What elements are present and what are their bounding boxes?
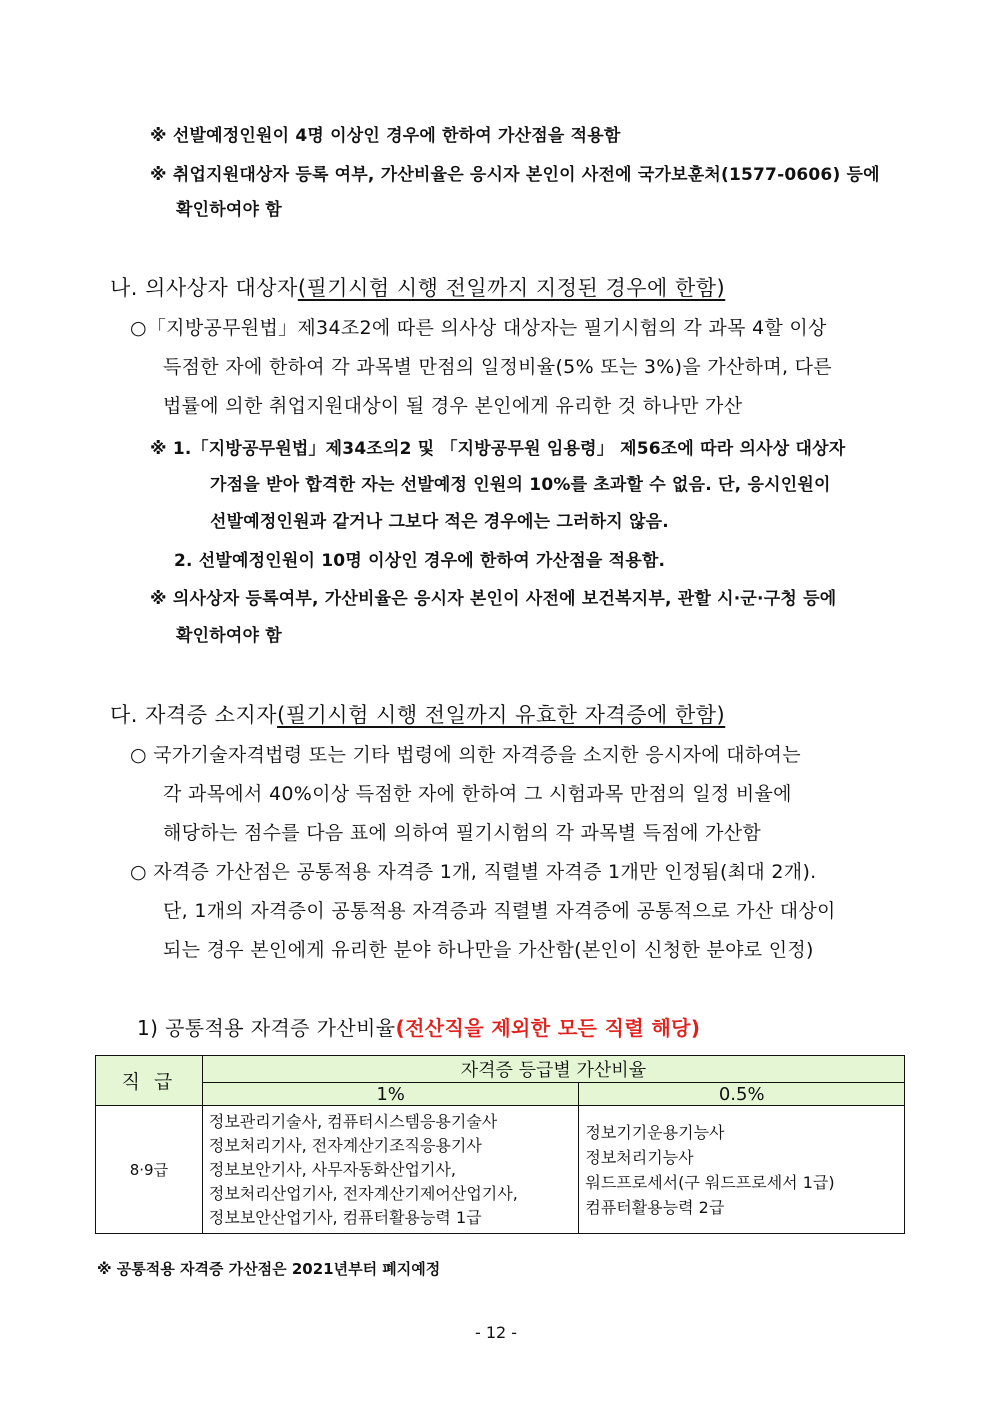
cert-item: 정보처리기능사: [585, 1147, 694, 1167]
bullet-line: ○ 국가기술자격법령 또는 기타 법령에 의한 자격증을 소지한 응시자에 대하여는: [130, 744, 801, 766]
note-line: ※ 의사상자 등록여부, 가산비율은 응시자 본인이 사전에 보건복지부, 관할 시·군·구청 등에: [150, 589, 837, 609]
bullet-line: 법률에 의한 취업지원대상이 될 경우 본인에게 유리한 것 하나만 가산: [163, 395, 743, 417]
section-heading-na: [110, 272, 725, 302]
section-title: 다. 자격증 소지자: [110, 703, 278, 727]
note-line: 확인하여야 함: [176, 626, 282, 646]
page-number: - 12 -: [474, 1323, 518, 1342]
header-group: 자격증 등급별 가산비율: [202, 1056, 904, 1083]
cert-list-2: [579, 1106, 905, 1234]
bullet-line: ○ 자격증 가산점은 공통적용 자격증 1개, 직렬별 자격증 1개만 인정됨(최대 2개).: [130, 861, 817, 883]
cert-item: 정보기기운용기능사: [585, 1122, 725, 1142]
note-line: ※ 1.「지방공무원법」제34조의2 및 「지방공무원 임용령」 제56조에 따라 의사상 대상자: [150, 439, 846, 459]
bullet-line: 해당하는 점수를 다음 표에 의하여 필기시험의 각 과목별 득점에 가산함: [163, 822, 762, 844]
bullet-line: 단, 1개의 자격증이 공통적용 자격증과 직렬별 자격증에 공통적으로 가산 대상이: [163, 900, 836, 922]
cert-item: 정보처리기사, 전자계산기조직응용기사: [208, 1135, 482, 1155]
subsection-heading: [137, 1012, 700, 1041]
bullet-line: 되는 경우 본인에게 유리한 분야 하나만을 가산함(본인이 신청한 분야로 인정): [163, 939, 814, 961]
note-line: 2. 선발예정인원이 10명 이상인 경우에 한하여 가산점을 적용함.: [174, 551, 666, 571]
cert-item: 정보관리기술사, 컴퓨터시스템응용기술사: [208, 1111, 498, 1131]
note-line: ※ 선발예정인원이 4명 이상인 경우에 한하여 가산점을 적용함: [150, 126, 621, 146]
header-rate-1: 1%: [202, 1083, 579, 1106]
grade-cell: 8·9급: [96, 1106, 203, 1234]
section-subtitle: (필기시험 시행 전일까지 지정된 경우에 한함): [297, 276, 726, 300]
note-line: 가점을 받아 합격한 자는 선발예정 인원의 10%를 초과할 수 없음. 단, 응시인원이: [210, 475, 831, 495]
cert-item: 정보보안기사, 사무자동화산업기사,: [208, 1159, 456, 1179]
bullet-line: 득점한 자에 한하여 각 과목별 만점의 일정비율(5% 또는 3%)을 가산하며, 다른: [163, 356, 832, 378]
cert-item: 워드프로세서(구 워드프로세서 1급): [585, 1172, 835, 1192]
cert-item: 정보보안산업기사, 컴퓨터활용능력 1급: [208, 1207, 482, 1227]
header-rate-2: 0.5%: [579, 1083, 905, 1106]
note-line: 선발예정인원과 같거나 그보다 적은 경우에는 그러하지 않음.: [210, 512, 669, 532]
rate-table: [95, 1055, 905, 1234]
bullet-line: ○「지방공무원법」제34조2에 따른 의사상 대상자는 필기시험의 각 과목 4할 이상: [130, 317, 827, 339]
header-grade: 직 급: [96, 1056, 203, 1106]
footnote: ※ 공통적용 자격증 가산점은 2021년부터 폐지예정: [97, 1260, 441, 1278]
subsection-highlight: (전산직을 제외한 모든 직렬 해당): [395, 1016, 701, 1040]
subsection-title: 1) 공통적용 자격증 가산비율: [137, 1016, 396, 1040]
note-line: 확인하여야 함: [176, 200, 282, 220]
section-subtitle: (필기시험 시행 전일까지 유효한 자격증에 한함): [277, 703, 726, 727]
cert-item: 정보처리산업기사, 전자계산기제어산업기사,: [208, 1183, 518, 1203]
note-line: ※ 취업지원대상자 등록 여부, 가산비율은 응시자 본인이 사전에 국가보훈처(1577-0606) 등에: [150, 165, 880, 185]
cert-list-1: [202, 1106, 579, 1234]
bullet-line: 각 과목에서 40%이상 득점한 자에 한하여 그 시험과목 만점의 일정 비율에: [163, 783, 792, 805]
section-title: 나. 의사상자 대상자: [110, 276, 298, 300]
section-heading-da: [110, 699, 725, 729]
cert-item: 컴퓨터활용능력 2급: [585, 1197, 725, 1217]
